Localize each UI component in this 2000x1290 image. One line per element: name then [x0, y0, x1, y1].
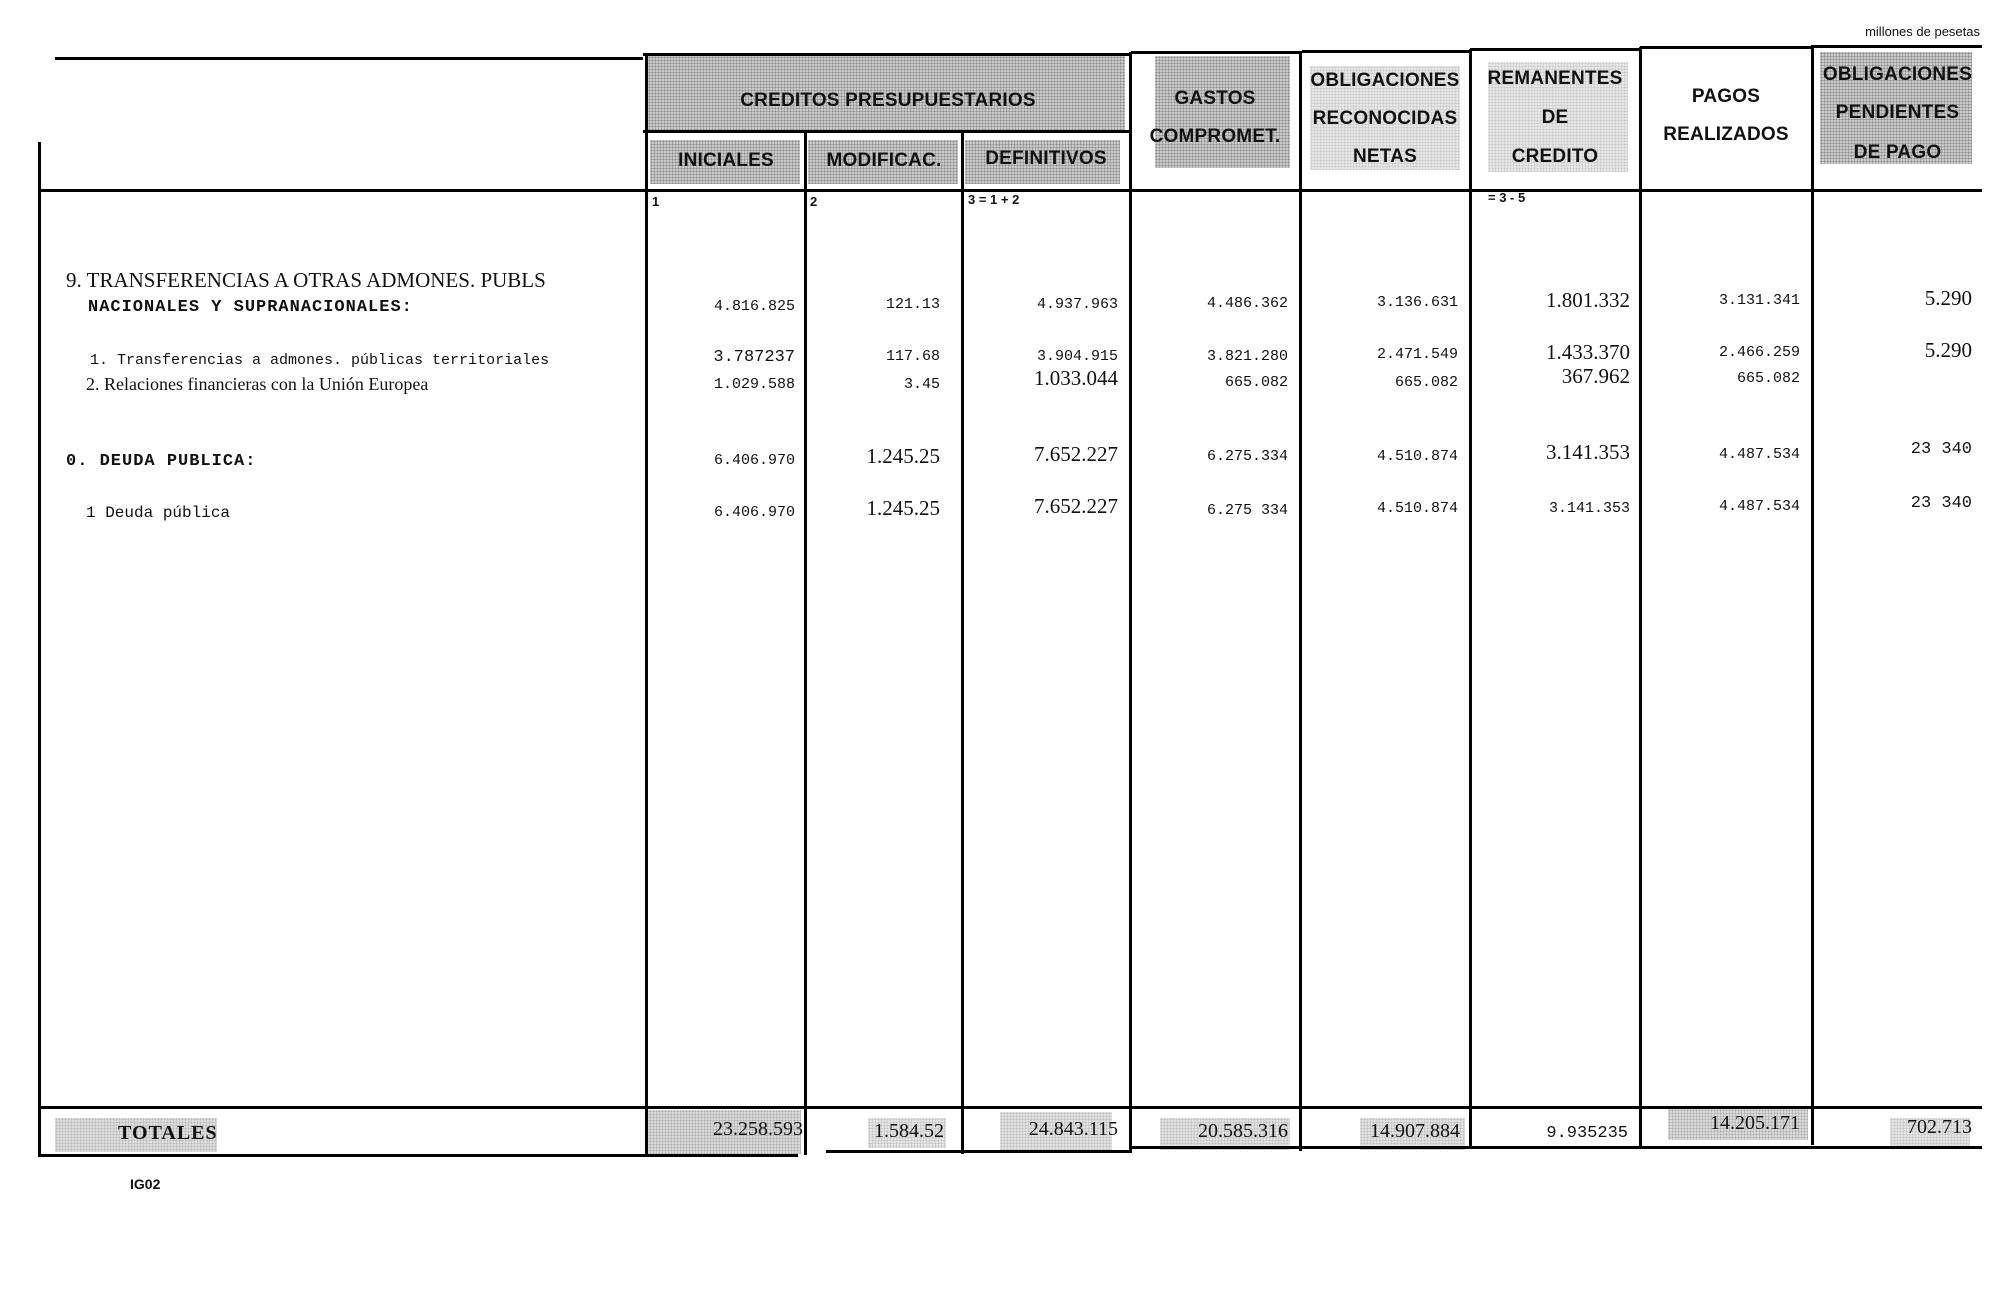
- row-0-pend: 23 340: [1910, 440, 1972, 459]
- row-9-1-pend: 5.290: [1924, 338, 1972, 362]
- row-9-2-reman: 367.962: [1561, 364, 1630, 388]
- vrule-5: [1299, 51, 1302, 1151]
- totals-label: TOTALES: [118, 1122, 218, 1144]
- header-pagos-1: PAGOS: [1691, 86, 1761, 107]
- formula-col2: 2: [810, 194, 818, 209]
- row-9-iniciales: 4.816.825: [713, 298, 795, 315]
- totals-reman: 9.935235: [1546, 1124, 1628, 1143]
- header-shade-gastos: [1155, 56, 1290, 168]
- row-0-definitivos: 7.652.227: [1034, 442, 1118, 466]
- row-9-1-reman: 1.433.370: [1546, 340, 1630, 364]
- row-0-1-gastos: 6.275 334: [1206, 502, 1288, 519]
- header-pend-2: PENDIENTES: [1835, 102, 1960, 123]
- formula-col1: 1: [652, 194, 660, 209]
- header-creditos: CREDITOS PRESUPUESTARIOS: [740, 90, 1036, 111]
- row-9-1-gastos: 3.821.280: [1206, 348, 1288, 365]
- row-0-oblig: 4.510.874: [1376, 448, 1458, 465]
- rule-creditos-sub: [643, 130, 1131, 133]
- row-0-1-reman: 3.141.353: [1548, 500, 1630, 517]
- header-modificac: MODIFICAC.: [826, 150, 942, 171]
- row-9-2-definitivos: 1.033.044: [1034, 366, 1118, 390]
- row-0-modificac: 1.245.25: [866, 444, 940, 468]
- header-pagos-2: REALIZADOS: [1663, 124, 1789, 145]
- row-9-label-1: 9. TRANSFERENCIAS A OTRAS ADMONES. PUBLS: [66, 268, 546, 292]
- footer-code: IG02: [130, 1176, 161, 1192]
- rule-top-oblig: [1302, 50, 1472, 53]
- row-0-1-modificac: 1.245.25: [866, 496, 940, 520]
- header-reman-1: REMANENTES: [1487, 68, 1623, 89]
- rule-top-gastos: [1131, 51, 1299, 54]
- row-0-pagos: 4.487.534: [1718, 446, 1800, 463]
- header-gastos-2: COMPROMET.: [1149, 126, 1281, 147]
- row-9-1-definitivos: 3.904.915: [1036, 348, 1118, 365]
- row-0-1-definitivos: 7.652.227: [1034, 494, 1118, 518]
- row-9-1-oblig: 2.471.549: [1376, 346, 1458, 363]
- row-9-2-oblig: 665.082: [1394, 374, 1458, 391]
- row-9-1-label: 1. Transferencias a admones. públicas territoriales: [90, 352, 550, 369]
- row-9-definitivos: 4.937.963: [1036, 296, 1118, 313]
- row-9-label-2: NACIONALES Y SUPRANACIONALES:: [88, 298, 413, 317]
- row-9-2-modificac: 3.45: [903, 376, 940, 393]
- row-9-2-label: 2. Relaciones financieras con la Unión Europea: [86, 374, 429, 394]
- row-9-2-iniciales: 1.029.588: [713, 376, 795, 393]
- rule-top-creditos: [643, 53, 1131, 56]
- vrule-7: [1639, 47, 1642, 1147]
- row-9-1-iniciales: 3.787237: [713, 348, 795, 367]
- totals-oblig: 14.907.884: [1370, 1120, 1460, 1142]
- rule-totals-bottom-left: [38, 1154, 798, 1157]
- units-label: millones de pesetas: [1865, 24, 1980, 39]
- rule-totals-bottom-mid: [826, 1150, 1132, 1153]
- row-9-oblig: 3.136.631: [1376, 294, 1458, 311]
- row-0-1-oblig: 4.510.874: [1376, 500, 1458, 517]
- row-0-reman: 3.141.353: [1546, 440, 1630, 464]
- row-0-1-iniciales: 6.406.970: [713, 504, 795, 521]
- rule-top-reman: [1470, 48, 1642, 51]
- row-9-gastos: 4.486.362: [1206, 295, 1288, 312]
- rule-top-pagos: [1640, 46, 1812, 49]
- header-pend-3: DE PAGO: [1853, 142, 1942, 163]
- row-9-1-modificac: 117.68: [885, 348, 940, 365]
- header-gastos-1: GASTOS: [1174, 88, 1256, 109]
- row-9-2-gastos: 665.082: [1224, 374, 1288, 391]
- vrule-6: [1469, 49, 1472, 1149]
- header-reman-2: DE: [1541, 107, 1569, 128]
- totals-iniciales: 23.258.593: [713, 1118, 803, 1140]
- row-9-pend: 5.290: [1924, 286, 1972, 310]
- row-0-iniciales: 6.406.970: [713, 452, 795, 469]
- vrule-2: [804, 130, 807, 1155]
- header-pend-1: OBLIGACIONES: [1822, 64, 1973, 85]
- vrule-1: [645, 55, 648, 1155]
- vrule-4: [1129, 52, 1132, 1152]
- header-reman-3: CREDITO: [1511, 146, 1599, 167]
- row-0-1-label: 1 Deuda pública: [86, 504, 231, 522]
- header-oblig-3: NETAS: [1353, 146, 1417, 167]
- rule-totals-bottom-right: [1132, 1146, 1982, 1149]
- header-iniciales: INICIALES: [678, 150, 774, 171]
- row-9-modificac: 121.13: [885, 296, 940, 313]
- totals-modificac: 1.584.52: [874, 1120, 944, 1142]
- row-0-1-pagos: 4.487.534: [1718, 498, 1800, 515]
- row-9-pagos: 3.131.341: [1718, 292, 1800, 309]
- row-9-1-pagos: 2.466.259: [1718, 344, 1800, 361]
- header-definitivos: DEFINITIVOS: [985, 148, 1107, 169]
- rule-top-left: [55, 57, 643, 60]
- row-0-1-pend: 23 340: [1910, 494, 1972, 513]
- row-0-gastos: 6.275.334: [1206, 448, 1288, 465]
- vrule-8: [1811, 45, 1814, 1145]
- row-9-reman: 1.801.332: [1546, 288, 1630, 312]
- totals-pend: 702.713: [1907, 1116, 1972, 1138]
- formula-col6: = 3 - 5: [1488, 190, 1526, 205]
- vrule-left: [38, 142, 41, 1156]
- rule-top-pend: [1812, 45, 1982, 48]
- rule-totals-top: [38, 1106, 1982, 1109]
- totals-gastos: 20.585.316: [1198, 1120, 1288, 1142]
- row-9-2-pagos: 665.082: [1736, 370, 1800, 387]
- vrule-3: [961, 130, 964, 1154]
- header-oblig-1: OBLIGACIONES: [1310, 70, 1460, 91]
- totals-pagos: 14.205.171: [1710, 1112, 1800, 1134]
- header-oblig-2: RECONOCIDAS: [1312, 108, 1458, 129]
- row-0-label: 0. DEUDA PUBLICA:: [66, 452, 257, 471]
- totals-definitivos: 24.843.115: [1028, 1118, 1118, 1140]
- formula-col3: 3 = 1 + 2: [968, 192, 1020, 207]
